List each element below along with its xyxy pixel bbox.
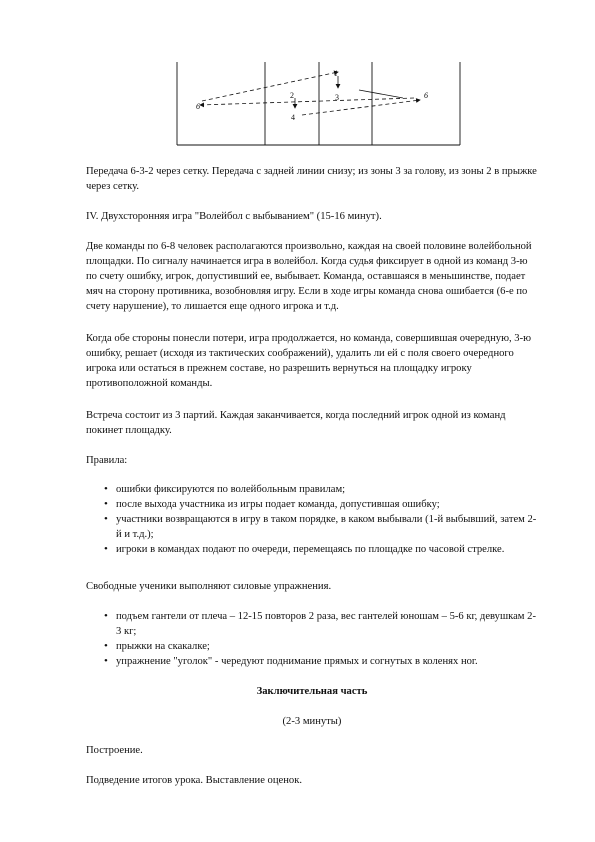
free-students-text: Свободные ученики выполняют силовые упражнения. <box>86 581 332 592</box>
court-outline <box>177 62 460 145</box>
list-item: • ошибки фиксируются по волейбольным правилам; <box>86 482 538 497</box>
closing-formation: Построение. <box>86 745 143 756</box>
pass-arrows <box>200 72 420 115</box>
list-item: • участники возвращаются в игру в таком порядке, в каком выбывали (1-й выбывший, затем 2-й и т.д.); <box>86 512 538 542</box>
list-item: • прыжки на скакалке; <box>86 639 538 654</box>
zone-label-4: 4 <box>291 113 295 122</box>
list-item: • игроки в командах подают по очереди, перемещаясь по площадке по часовой стрелке. <box>86 542 538 557</box>
pass-6-to-1 <box>202 72 338 101</box>
section-iv-heading: IV. Двухсторонняя игра "Волейбол с выбыванием" (15-16 минут). <box>86 211 382 222</box>
final-part-time: (2-3 минуты) <box>282 716 342 727</box>
list-item: • упражнение "уголок" - чередуют поднимание прямых и согнутых в коленях ног. <box>86 654 538 669</box>
closing-summary: Подведение итогов урока. Выставление оценок. <box>86 775 302 786</box>
diagram-caption: Передача 6-3-2 через сетку. Передача с задней линии снизу; из зоны 3 за голову, из зоны 2 в прыжке через сетку. <box>86 166 537 192</box>
volleyball-court-diagram <box>176 62 462 146</box>
paragraph-game-description: Две команды по 6-8 человек располагаются произвольно, каждая на своей половине волейбольной площадки. По сигналу начинается игра в волейбол. Когда судья фиксирует в одной из команд 3-ю по счету ошибку, игрок, допустивший ее, выбывает. Команда, оставшаяся в меньшинстве, подает мяч на сторону противника, возобновляя игру. Если в ходе игры команда снова ошибается (6-е по счету нарушение), то лишается еще одного игрока и т.д. <box>86 241 532 312</box>
zone-label-1: 1 <box>334 69 338 78</box>
rules-title: Правила: <box>86 455 128 466</box>
zone-label-6-right: 6 <box>424 91 428 100</box>
final-part-title: Заключительная часть <box>256 686 368 697</box>
paragraph-match: Встреча состоит из 3 партий. Каждая заканчивается, когда последний игрок одной из команд покинет площадку. <box>86 410 506 436</box>
exercises-list <box>86 609 538 669</box>
zone-label-3: 3 <box>335 93 339 102</box>
rules-list <box>86 482 538 557</box>
pass-2-to-6 <box>302 100 420 115</box>
zone-label-6-left: 6 <box>196 102 200 111</box>
list-item: • после выхода участника из игры подает команда, допустившая ошибку; <box>86 497 538 512</box>
paragraph-losses: Когда обе стороны понесли потери, игра продолжается, но команда, совершившая очередную, 3-ю ошибку, решает (исходя из тактических соображений), удалить ли ей с поля своего очередного игрока или остаться в прежнем составе, но разрешить вернуться на площадку игроку противоположной команды. <box>86 333 532 389</box>
list-item: • подъем гантели от плеча – 12-15 повторов 2 раза, вес гантелей юношам – 5-6 кг, девушкам 2-3 кг; <box>86 609 538 639</box>
path-3-to-1 <box>359 90 403 98</box>
zone-label-2-top: 2 <box>290 91 294 100</box>
pass-3-to-6 <box>200 98 414 105</box>
